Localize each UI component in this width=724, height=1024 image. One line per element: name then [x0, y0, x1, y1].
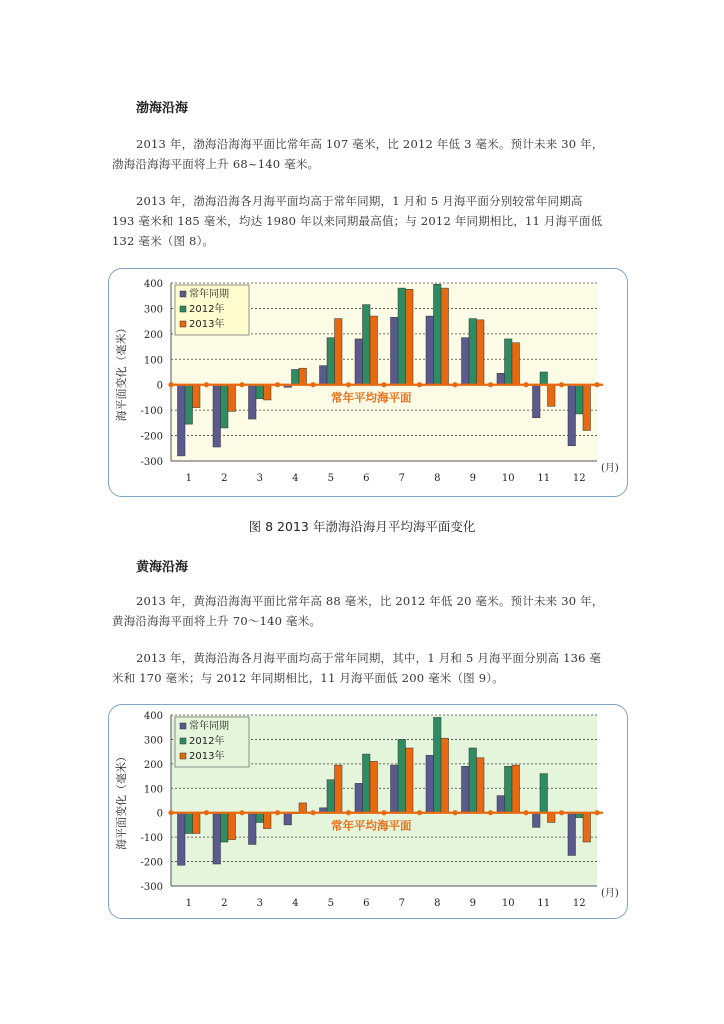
- x-unit-label: (月): [601, 888, 619, 899]
- x-tick-label: 12: [572, 898, 586, 909]
- x-tick-label: 7: [398, 473, 405, 484]
- bar: [568, 385, 576, 446]
- bar: [540, 774, 548, 813]
- bar: [327, 338, 335, 385]
- baseline-marker: [452, 382, 457, 387]
- y-tick-label: 100: [143, 784, 163, 796]
- legend-swatch: [180, 321, 186, 327]
- bar: [505, 339, 513, 385]
- figure-8-chart: [108, 268, 628, 497]
- bar: [178, 385, 186, 456]
- paragraph: 2013 年，黄海沿海各月海平面均高于常年同期，其中，1 月和 5 月海平面分别高 136 毫米和 170 毫米；与 2012 年同期相比，11 月海平面低 200 毫米（图 9）。: [112, 651, 602, 685]
- figure-9-chart: [108, 704, 628, 919]
- bar: [469, 319, 477, 385]
- bar: [497, 796, 505, 813]
- y-axis-label: 海平面变化（毫米）: [115, 322, 128, 422]
- x-tick-label: 1: [185, 473, 192, 484]
- bar: [335, 765, 343, 813]
- x-tick-label: 6: [363, 898, 370, 909]
- legend-label: 常年同期: [189, 721, 229, 732]
- bar: [426, 316, 434, 385]
- bar: [363, 305, 371, 385]
- bar: [568, 813, 576, 856]
- chart-svg: [109, 269, 627, 496]
- baseline-marker: [594, 382, 599, 387]
- baseline-marker: [346, 382, 351, 387]
- baseline-marker: [239, 810, 244, 815]
- baseline-marker: [417, 810, 422, 815]
- bar: [299, 368, 307, 385]
- legend-swatch: [180, 291, 186, 297]
- bar: [193, 385, 201, 408]
- bar: [426, 755, 434, 812]
- bar: [398, 288, 406, 385]
- bar: [256, 813, 264, 823]
- paragraph: 2013 年，黄海沿海海平面比常年高 88 毫米，比 2012 年低 20 毫米。预计未来 30 年，黄海沿海海平面将上升 70～140 毫米。: [112, 594, 604, 628]
- x-tick-label: 12: [572, 473, 586, 484]
- bar: [370, 316, 378, 385]
- y-tick-label: 300: [143, 735, 163, 747]
- baseline-marker: [168, 382, 173, 387]
- bar: [548, 813, 556, 823]
- paragraph: 2013 年，渤海沿海海平面比常年高 107 毫米，比 2012 年低 3 毫米。预计未来 30 年，渤海沿海海平面将上升 68~140 毫米。: [112, 137, 604, 171]
- bar: [370, 761, 378, 812]
- bar: [477, 758, 485, 813]
- bar: [533, 385, 541, 418]
- bar: [335, 319, 343, 385]
- y-tick-label: -200: [140, 431, 163, 443]
- baseline-marker: [488, 810, 493, 815]
- bar: [441, 738, 449, 813]
- x-tick-label: 5: [327, 473, 334, 484]
- bar: [264, 385, 272, 400]
- baseline-marker: [488, 382, 493, 387]
- bar: [548, 385, 556, 407]
- bar: [355, 339, 363, 385]
- bar: [477, 320, 485, 385]
- bar: [583, 813, 591, 842]
- legend-swatch: [180, 753, 186, 759]
- bar: [284, 813, 292, 825]
- bar: [221, 813, 229, 842]
- paragraph: 2013 年，渤海沿海各月海平面均高于常年同期，1 月和 5 月海平面分别较常年同期高 193 毫米和 185 毫米，均达 1980 年以来同期最高值；与 2012 年同期相比，11 月海平面低 132 毫米（图 8）。: [112, 194, 603, 248]
- baseline-marker: [204, 382, 209, 387]
- baseline-marker: [523, 810, 528, 815]
- x-tick-label: 7: [398, 898, 405, 909]
- y-tick-label: 100: [143, 355, 163, 367]
- y-tick-label: 0: [156, 808, 163, 820]
- legend-swatch: [180, 738, 186, 744]
- bar: [249, 385, 257, 419]
- y-tick-label: -300: [140, 457, 163, 468]
- legend-label: 2013年: [189, 751, 225, 762]
- baseline-marker: [275, 810, 280, 815]
- y-tick-label: 0: [156, 380, 163, 392]
- bar: [406, 748, 414, 813]
- legend-label: 2012年: [189, 736, 225, 747]
- baseline-marker: [168, 810, 173, 815]
- legend-label: 2013年: [189, 319, 225, 330]
- bar: [462, 766, 470, 812]
- baseline-marker: [204, 810, 209, 815]
- legend-swatch: [180, 723, 186, 729]
- x-unit-label: (月): [601, 463, 619, 474]
- bar: [221, 385, 229, 428]
- bar: [363, 754, 371, 813]
- bar: [355, 783, 363, 812]
- x-tick-label: 10: [501, 898, 515, 909]
- bar: [540, 372, 548, 385]
- bar: [264, 813, 272, 829]
- x-tick-label: 2: [221, 473, 228, 484]
- y-tick-label: -300: [140, 882, 163, 893]
- baseline-marker: [239, 382, 244, 387]
- baseline-marker: [559, 810, 564, 815]
- bar: [292, 369, 300, 384]
- bar: [327, 780, 335, 813]
- legend-label: 常年同期: [189, 289, 229, 300]
- y-axis-label: 海平面变化（毫米）: [115, 751, 128, 850]
- bar: [441, 288, 449, 385]
- bar: [505, 766, 513, 812]
- baseline-label: 常年平均海平面: [330, 818, 412, 833]
- x-tick-label: 11: [537, 898, 551, 909]
- bar: [497, 373, 505, 384]
- x-tick-label: 10: [501, 473, 515, 484]
- y-tick-label: 400: [143, 711, 163, 722]
- bar: [398, 739, 406, 812]
- bar: [469, 748, 477, 813]
- bar: [434, 284, 442, 384]
- baseline-marker: [310, 382, 315, 387]
- bar: [249, 813, 257, 845]
- baseline-marker: [381, 810, 386, 815]
- bar: [391, 317, 399, 384]
- y-tick-label: -100: [140, 406, 163, 418]
- bar: [299, 803, 307, 813]
- bar: [185, 813, 193, 834]
- baseline-marker: [417, 382, 422, 387]
- x-tick-label: 3: [256, 473, 263, 484]
- legend-label: 2012年: [189, 304, 225, 315]
- x-tick-label: 3: [256, 898, 263, 909]
- bar: [193, 813, 201, 834]
- baseline-marker: [523, 382, 528, 387]
- bar: [185, 385, 193, 424]
- baseline-label: 常年平均海平面: [330, 390, 412, 405]
- bar: [512, 343, 520, 385]
- bar: [434, 717, 442, 812]
- bar: [391, 765, 399, 813]
- chart-svg: [109, 705, 627, 918]
- bar: [178, 813, 186, 866]
- x-tick-label: 9: [469, 473, 476, 484]
- bar: [533, 813, 541, 828]
- bar: [406, 289, 414, 384]
- bar: [512, 765, 520, 813]
- baseline-marker: [275, 382, 280, 387]
- baseline-marker: [381, 382, 386, 387]
- x-tick-label: 8: [434, 898, 441, 909]
- bar: [576, 385, 584, 414]
- baseline-marker: [310, 810, 315, 815]
- x-tick-label: 6: [363, 473, 370, 484]
- figure-caption: 图 8 2013 年渤海沿海月平均海平面变化: [248, 519, 476, 534]
- bar: [228, 385, 236, 412]
- bar: [583, 385, 591, 431]
- x-tick-label: 5: [327, 898, 334, 909]
- legend-swatch: [180, 306, 186, 312]
- x-tick-label: 11: [537, 473, 551, 484]
- y-tick-label: -200: [140, 857, 163, 869]
- baseline-marker: [346, 810, 351, 815]
- x-tick-label: 4: [292, 898, 299, 909]
- y-tick-label: 400: [143, 279, 163, 290]
- bar: [213, 385, 221, 447]
- baseline-marker: [559, 382, 564, 387]
- bar: [213, 813, 221, 864]
- x-tick-label: 2: [221, 898, 228, 909]
- section-heading-huanghai: 黄海沿海: [136, 560, 189, 575]
- bar: [228, 813, 236, 840]
- bar: [462, 338, 470, 385]
- x-tick-label: 4: [292, 473, 299, 484]
- baseline-marker: [452, 810, 457, 815]
- y-tick-label: -100: [140, 833, 163, 845]
- bar: [320, 366, 328, 385]
- y-tick-label: 200: [143, 329, 163, 341]
- y-tick-label: 300: [143, 304, 163, 316]
- y-tick-label: 200: [143, 759, 163, 771]
- section-heading-bohai: 渤海沿海: [136, 101, 189, 116]
- baseline-marker: [594, 810, 599, 815]
- x-tick-label: 1: [185, 898, 192, 909]
- x-tick-label: 8: [434, 473, 441, 484]
- x-tick-label: 9: [469, 898, 476, 909]
- bar: [256, 385, 264, 399]
